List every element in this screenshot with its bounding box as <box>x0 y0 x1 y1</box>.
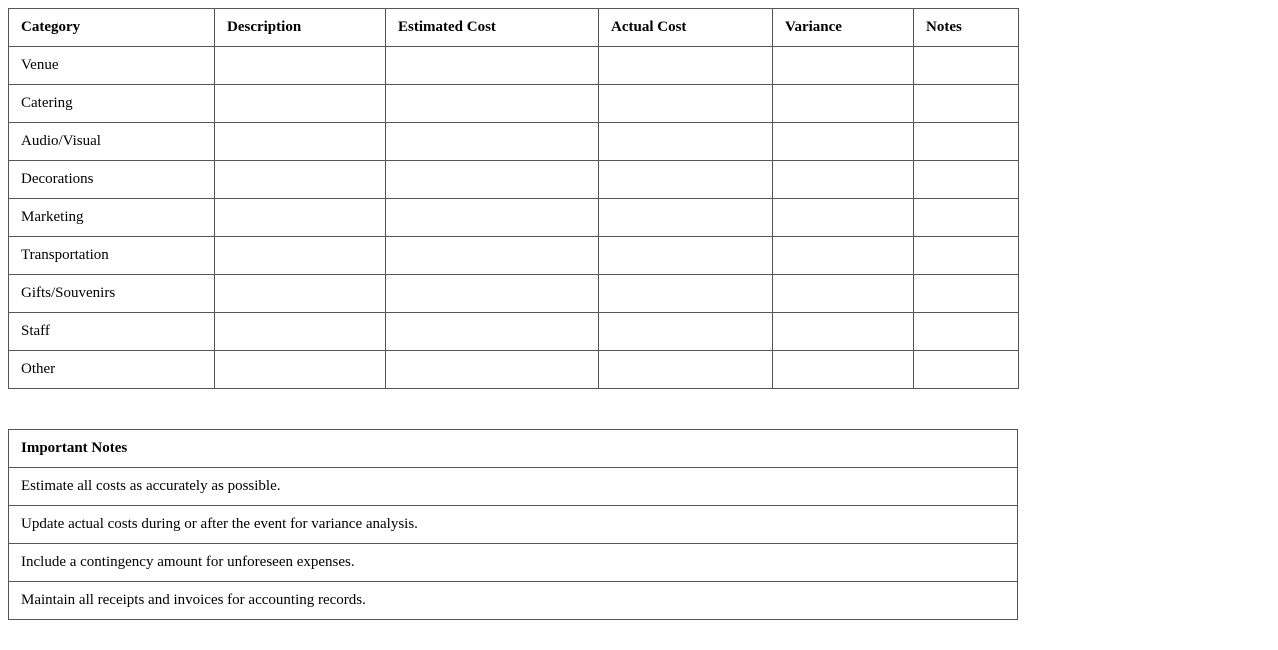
variance-cell[interactable] <box>773 275 914 313</box>
variance-cell[interactable] <box>773 85 914 123</box>
table-row <box>9 47 1019 85</box>
note-row <box>9 468 1018 506</box>
variance-cell[interactable] <box>773 161 914 199</box>
header-category: Category <box>9 9 215 47</box>
description-cell[interactable] <box>215 237 386 275</box>
variance-cell[interactable] <box>773 351 914 389</box>
category-cell: Decorations <box>9 161 215 199</box>
actual-cost-cell[interactable] <box>599 161 773 199</box>
notes-cell[interactable] <box>914 47 1019 85</box>
actual-cost-cell[interactable] <box>599 313 773 351</box>
table-row <box>9 237 1019 275</box>
category-cell: Catering <box>9 85 215 123</box>
note-item: Include a contingency amount for unforeseen expenses. <box>9 544 1018 582</box>
notes-header-row <box>9 430 1018 468</box>
budget-table <box>8 8 1019 389</box>
category-cell: Audio/Visual <box>9 123 215 161</box>
category-cell: Other <box>9 351 215 389</box>
header-notes: Notes <box>914 9 1019 47</box>
actual-cost-cell[interactable] <box>599 85 773 123</box>
note-row <box>9 544 1018 582</box>
notes-cell[interactable] <box>914 237 1019 275</box>
estimated-cost-cell[interactable] <box>386 123 599 161</box>
estimated-cost-cell[interactable] <box>386 161 599 199</box>
category-cell: Venue <box>9 47 215 85</box>
estimated-cost-cell[interactable] <box>386 275 599 313</box>
table-row <box>9 161 1019 199</box>
table-row <box>9 313 1019 351</box>
table-row <box>9 85 1019 123</box>
estimated-cost-cell[interactable] <box>386 85 599 123</box>
variance-cell[interactable] <box>773 199 914 237</box>
notes-cell[interactable] <box>914 123 1019 161</box>
description-cell[interactable] <box>215 47 386 85</box>
notes-cell[interactable] <box>914 313 1019 351</box>
description-cell[interactable] <box>215 275 386 313</box>
variance-cell[interactable] <box>773 47 914 85</box>
category-cell: Marketing <box>9 199 215 237</box>
notes-cell[interactable] <box>914 161 1019 199</box>
notes-cell[interactable] <box>914 275 1019 313</box>
description-cell[interactable] <box>215 123 386 161</box>
table-row <box>9 123 1019 161</box>
description-cell[interactable] <box>215 313 386 351</box>
estimated-cost-cell[interactable] <box>386 237 599 275</box>
description-cell[interactable] <box>215 85 386 123</box>
variance-cell[interactable] <box>773 313 914 351</box>
note-item: Estimate all costs as accurately as possible. <box>9 468 1018 506</box>
variance-cell[interactable] <box>773 237 914 275</box>
note-row <box>9 506 1018 544</box>
note-item: Update actual costs during or after the event for variance analysis. <box>9 506 1018 544</box>
header-actual-cost: Actual Cost <box>599 9 773 47</box>
actual-cost-cell[interactable] <box>599 237 773 275</box>
notes-cell[interactable] <box>914 199 1019 237</box>
notes-table-body <box>9 468 1018 620</box>
description-cell[interactable] <box>215 199 386 237</box>
estimated-cost-cell[interactable] <box>386 313 599 351</box>
note-row <box>9 582 1018 620</box>
actual-cost-cell[interactable] <box>599 199 773 237</box>
category-cell: Transportation <box>9 237 215 275</box>
actual-cost-cell[interactable] <box>599 47 773 85</box>
table-row <box>9 351 1019 389</box>
budget-table-body <box>9 47 1019 389</box>
description-cell[interactable] <box>215 161 386 199</box>
table-row <box>9 199 1019 237</box>
category-cell: Staff <box>9 313 215 351</box>
note-item: Maintain all receipts and invoices for accounting records. <box>9 582 1018 620</box>
header-description: Description <box>215 9 386 47</box>
actual-cost-cell[interactable] <box>599 351 773 389</box>
notes-cell[interactable] <box>914 351 1019 389</box>
important-notes-table <box>8 429 1018 620</box>
important-notes-heading: Important Notes <box>9 430 1018 468</box>
estimated-cost-cell[interactable] <box>386 47 599 85</box>
table-row <box>9 275 1019 313</box>
variance-cell[interactable] <box>773 123 914 161</box>
notes-cell[interactable] <box>914 85 1019 123</box>
actual-cost-cell[interactable] <box>599 123 773 161</box>
description-cell[interactable] <box>215 351 386 389</box>
estimated-cost-cell[interactable] <box>386 351 599 389</box>
budget-header-row <box>9 9 1019 47</box>
header-variance: Variance <box>773 9 914 47</box>
estimated-cost-cell[interactable] <box>386 199 599 237</box>
actual-cost-cell[interactable] <box>599 275 773 313</box>
category-cell: Gifts/Souvenirs <box>9 275 215 313</box>
header-estimated-cost: Estimated Cost <box>386 9 599 47</box>
